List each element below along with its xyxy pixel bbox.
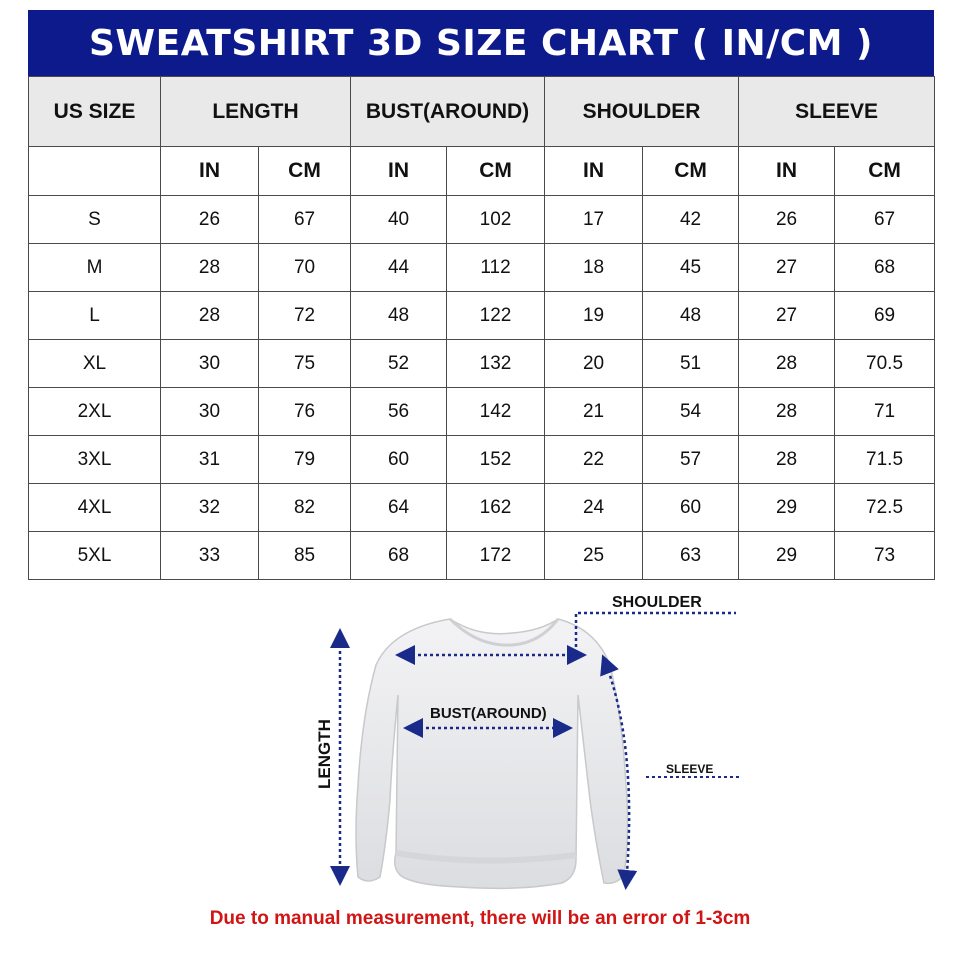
measurement-cell: 42: [643, 196, 739, 244]
table-row: [29, 196, 935, 244]
size-cell: L: [29, 292, 161, 340]
measurement-cell: 30: [161, 388, 259, 436]
chart-title: SWEATSHIRT 3D SIZE CHART ( IN/CM ): [28, 10, 934, 76]
measurement-cell: 40: [351, 196, 447, 244]
measurement-cell: 122: [447, 292, 545, 340]
measurement-cell: 18: [545, 244, 643, 292]
measurement-cell: 152: [447, 436, 545, 484]
measurement-cell: 68: [351, 532, 447, 580]
measurement-cell: 79: [259, 436, 351, 484]
measurement-cell: 28: [161, 292, 259, 340]
measurement-cell: 51: [643, 340, 739, 388]
size-cell: S: [29, 196, 161, 244]
measurement-cell: 60: [351, 436, 447, 484]
measurement-cell: 44: [351, 244, 447, 292]
shoulder-header: SHOULDER: [545, 77, 739, 147]
unit-header: CM: [835, 147, 935, 196]
measurement-cell: 21: [545, 388, 643, 436]
measurement-cell: 30: [161, 340, 259, 388]
size-cell: 5XL: [29, 532, 161, 580]
unit-blank-cell: [29, 147, 161, 196]
measurement-cell: 48: [351, 292, 447, 340]
table-row: [29, 484, 935, 532]
size-cell: 2XL: [29, 388, 161, 436]
size-cell: M: [29, 244, 161, 292]
measurement-cell: 19: [545, 292, 643, 340]
table-row: [29, 532, 935, 580]
size-cell: XL: [29, 340, 161, 388]
measurement-cell: 27: [739, 292, 835, 340]
measurement-cell: 28: [161, 244, 259, 292]
measurement-cell: 76: [259, 388, 351, 436]
measurement-cell: 29: [739, 532, 835, 580]
unit-header: CM: [259, 147, 351, 196]
measurement-cell: 70.5: [835, 340, 935, 388]
measurement-cell: 75: [259, 340, 351, 388]
unit-header-row: [29, 147, 935, 196]
table-row: [29, 388, 935, 436]
size-cell: 4XL: [29, 484, 161, 532]
measurement-cell: 67: [835, 196, 935, 244]
sleeve-label: SLEEVE: [666, 762, 714, 776]
unit-header: IN: [351, 147, 447, 196]
table-row: [29, 244, 935, 292]
measurement-cell: 72.5: [835, 484, 935, 532]
measurement-cell: 69: [835, 292, 935, 340]
group-header-row: [29, 77, 935, 147]
unit-header: CM: [643, 147, 739, 196]
measurement-cell: 67: [259, 196, 351, 244]
measurement-cell: 85: [259, 532, 351, 580]
sweatshirt-shape: [356, 619, 628, 888]
unit-header: CM: [447, 147, 545, 196]
table-body: [29, 196, 935, 580]
measurement-cell: 162: [447, 484, 545, 532]
measurement-cell: 172: [447, 532, 545, 580]
measurement-cell: 60: [643, 484, 739, 532]
measurement-cell: 102: [447, 196, 545, 244]
measurement-note: Due to manual measurement, there will be an error of 1-3cm: [209, 908, 751, 929]
sweatshirt-diagram: [300, 585, 760, 905]
measurement-cell: 27: [739, 244, 835, 292]
table-row: [29, 292, 935, 340]
measurement-cell: 68: [835, 244, 935, 292]
measurement-cell: 28: [739, 340, 835, 388]
table-row: [29, 340, 935, 388]
measurement-cell: 31: [161, 436, 259, 484]
length-header: LENGTH: [161, 77, 351, 147]
measurement-cell: 28: [739, 388, 835, 436]
measurement-cell: 63: [643, 532, 739, 580]
measurement-cell: 112: [447, 244, 545, 292]
bust-header: BUST(AROUND): [351, 77, 545, 147]
measurement-cell: 25: [545, 532, 643, 580]
measurement-cell: 56: [351, 388, 447, 436]
size-table: [28, 76, 935, 580]
measurement-cell: 73: [835, 532, 935, 580]
measurement-cell: 29: [739, 484, 835, 532]
length-label: LENGTH: [315, 719, 334, 789]
measurement-cell: 26: [161, 196, 259, 244]
measurement-cell: 33: [161, 532, 259, 580]
measurement-cell: 142: [447, 388, 545, 436]
unit-header: IN: [545, 147, 643, 196]
measurement-cell: 26: [739, 196, 835, 244]
sleeve-header: SLEEVE: [739, 77, 935, 147]
measurement-cell: 28: [739, 436, 835, 484]
measurement-cell: 57: [643, 436, 739, 484]
measurement-cell: 45: [643, 244, 739, 292]
table-row: [29, 436, 935, 484]
measurement-cell: 20: [545, 340, 643, 388]
measurement-cell: 82: [259, 484, 351, 532]
measurement-cell: 22: [545, 436, 643, 484]
measurement-cell: 54: [643, 388, 739, 436]
unit-header: IN: [161, 147, 259, 196]
unit-header: IN: [739, 147, 835, 196]
measurement-cell: 17: [545, 196, 643, 244]
measurement-cell: 48: [643, 292, 739, 340]
measurement-cell: 71.5: [835, 436, 935, 484]
measurement-cell: 32: [161, 484, 259, 532]
size-cell: 3XL: [29, 436, 161, 484]
measurement-cell: 24: [545, 484, 643, 532]
measurement-cell: 64: [351, 484, 447, 532]
size-column-header: US SIZE: [29, 77, 161, 147]
measurement-cell: 72: [259, 292, 351, 340]
measurement-cell: 52: [351, 340, 447, 388]
sweatshirt-illustration: [300, 585, 760, 905]
measurement-cell: 71: [835, 388, 935, 436]
bust-label: BUST(AROUND): [430, 705, 547, 722]
measurement-cell: 70: [259, 244, 351, 292]
measurement-cell: 132: [447, 340, 545, 388]
shoulder-label: SHOULDER: [612, 594, 702, 611]
